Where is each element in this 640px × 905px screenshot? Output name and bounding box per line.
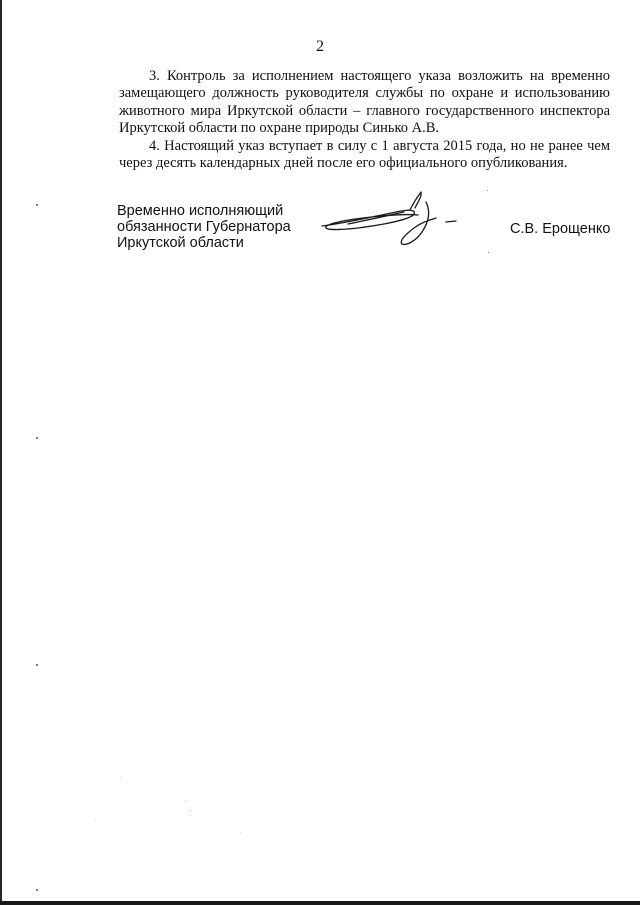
signatory-position xyxy=(117,203,291,251)
paragraph-4: 4. Настоящий указ вступает в силу с 1 августа 2015 года, но не ранее чем через десять календарных дней после его официального опубликования. xyxy=(119,137,610,172)
scan-bottom-edge xyxy=(0,901,640,905)
scan-speck xyxy=(36,889,38,891)
scan-speck xyxy=(120,778,121,779)
document-body xyxy=(119,68,610,172)
scan-speck xyxy=(190,810,191,811)
paragraph-3: 3. Контроль за исполнением настоящего указа возложить на временно замещающего должность руководителя службы по охране и использованию животного мира Иркутской области – главного государственного инспектора Иркутской области по охране природы Синько А.В. xyxy=(119,68,610,137)
scan-speck xyxy=(240,832,241,833)
scan-speck xyxy=(36,437,38,439)
handwritten-signature xyxy=(318,188,468,253)
page-number: 2 xyxy=(316,38,324,55)
scan-speck xyxy=(185,800,186,801)
scan-speck xyxy=(487,190,488,191)
signer-name: С.В. Ерощенко xyxy=(510,221,611,237)
position-line: обязанности Губернатора xyxy=(117,219,291,235)
scan-left-edge xyxy=(0,0,2,905)
scan-speck xyxy=(95,820,96,821)
position-line: Иркутской области xyxy=(117,235,244,251)
scan-speck xyxy=(36,664,38,666)
scan-speck xyxy=(488,252,489,253)
position-line: Временно исполняющий xyxy=(117,203,284,219)
scan-speck xyxy=(36,204,38,206)
